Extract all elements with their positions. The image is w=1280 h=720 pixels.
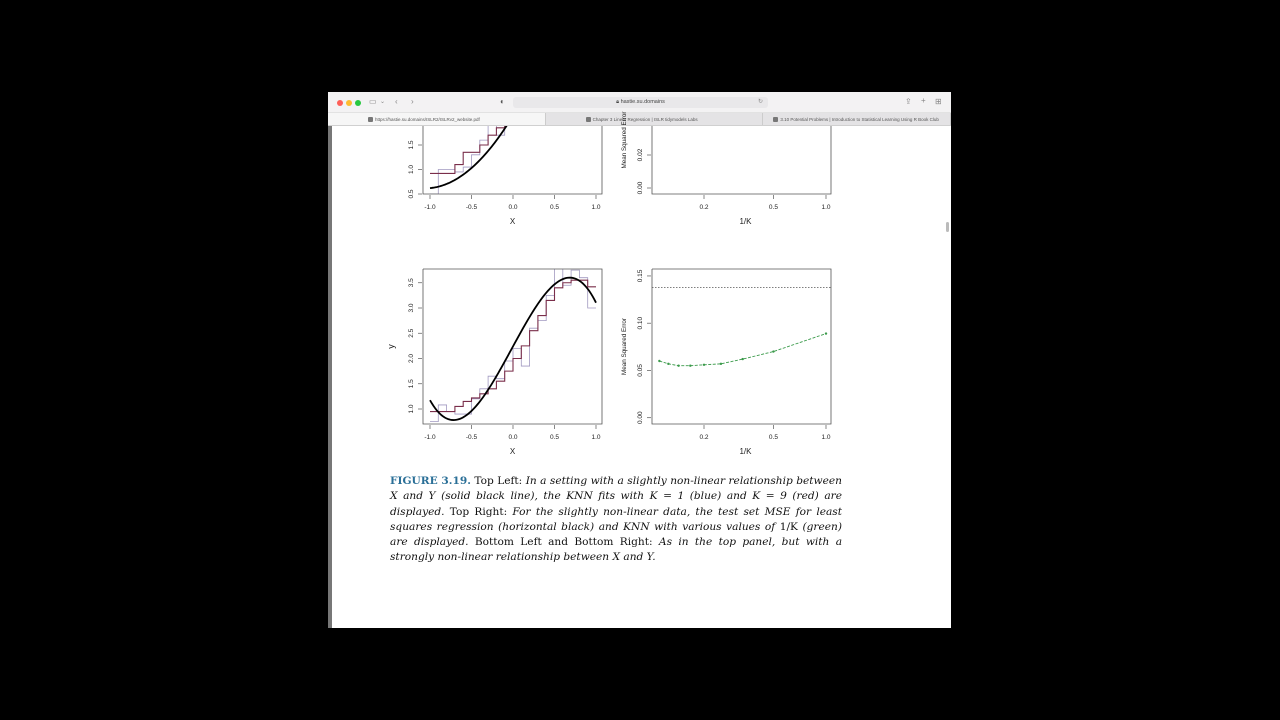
knn-mse-point: [689, 365, 691, 367]
x-tick-label: 1.0: [591, 204, 601, 211]
caption-text: 1/K: [775, 520, 803, 533]
lock-icon: 🔒︎: [616, 99, 621, 105]
tab-label: Chapter 3 Linear Regression | ISLR tidymodels Labs: [592, 117, 698, 122]
caption-text: Top Right:: [444, 505, 513, 518]
y-tick-label: 0.02: [637, 148, 644, 162]
caption-text: Top Left:: [474, 475, 526, 487]
x-tick-label: 0.0: [508, 204, 518, 211]
panel-bottom-right: [621, 269, 831, 456]
tab-overview-icon[interactable]: ⊞: [935, 97, 942, 106]
y-tick-label: 3.5: [408, 278, 415, 288]
x-tick-label: -0.5: [465, 204, 478, 211]
x-tick-label: 0.5: [768, 204, 778, 211]
y-tick-label: 3.0: [408, 303, 415, 313]
x-tick-label: 0.2: [699, 204, 709, 211]
y-tick-label: 0.5: [408, 189, 415, 199]
y-tick-label: 0.15: [637, 269, 644, 283]
knn-mse-line: [659, 334, 826, 366]
x-axis-label: X: [509, 447, 516, 456]
y-tick-label: 1.0: [408, 164, 415, 175]
plot-area: [652, 287, 831, 367]
x-tick-label: 1.0: [821, 434, 831, 441]
caption-text: Bottom Left and Bottom Right:: [468, 536, 659, 549]
knn-mse-point: [825, 332, 827, 334]
url-text: hastie.su.domains: [620, 99, 665, 105]
y-axis-label: y: [386, 344, 396, 349]
plot-area: [430, 0, 596, 194]
x-tick-label: 1.0: [591, 434, 601, 441]
back-icon[interactable]: ‹: [395, 97, 398, 106]
axes-frame: [652, 126, 831, 194]
x-tick-label: -0.5: [465, 434, 478, 441]
plot-area: [430, 268, 596, 422]
knn-mse-point: [677, 365, 679, 367]
y-tick-label: 0.00: [637, 411, 644, 425]
y-tick-label: 2.0: [408, 353, 415, 364]
y-tick-label: 0.00: [637, 181, 644, 195]
caption-text: As in the top panel, but with a strongly non-linear relationship between X and Y.: [390, 536, 843, 564]
panel-top-right: [621, 111, 831, 226]
caption-text: (green) are displayed.: [390, 520, 842, 549]
x-tick-label: 0.5: [549, 434, 560, 441]
x-tick-label: 0.5: [549, 204, 560, 211]
y-tick-label: 1.5: [408, 140, 415, 150]
y-tick-label: 2.5: [408, 328, 415, 338]
forward-icon[interactable]: ›: [411, 97, 414, 106]
knn-mse-point: [720, 363, 722, 365]
knn-mse-point: [772, 350, 774, 352]
panel-bottom-left: [386, 268, 602, 456]
new-tab-icon[interactable]: +: [921, 96, 926, 105]
tab-label: 3.10 Potential Problems | Introduction to Statistical Learning Using R Book Club: [780, 117, 939, 122]
privacy-shield-icon[interactable]: ◐: [500, 97, 505, 106]
knn-mse-point: [667, 363, 669, 365]
caption-text: For the slightly non-linear data, the test set MSE for least squares regression (horizontal black) and KNN with various values of: [390, 505, 842, 533]
y-tick-label: 0.10: [637, 316, 644, 330]
y-tick-label: 1.0: [408, 404, 415, 414]
figure-caption: [390, 474, 842, 566]
figure-label: FIGURE 3.19.: [390, 475, 471, 487]
x-axis-label: 1/K: [739, 447, 752, 456]
knn-mse-point: [703, 364, 705, 366]
chevron-down-icon[interactable]: ⌄: [380, 99, 386, 105]
x-axis-label: 1/K: [739, 217, 752, 226]
knn-mse-point: [658, 360, 660, 362]
x-tick-label: 0.0: [508, 434, 518, 441]
caption-text: In a setting with a slightly non-linear relationship between X and Y (solid black line), the KNN fits with K = 1 (blue) and K = 9 (red) are displayed.: [390, 475, 842, 518]
sidebar-icon[interactable]: ▭: [369, 97, 377, 106]
tab-label: https://hastie.su.domains/ISLR2/ISLRv2_website.pdf: [375, 117, 480, 122]
panel-top-left: [408, 0, 602, 226]
y-axis-label: Mean Squared Error: [621, 317, 628, 376]
x-tick-label: 0.5: [768, 434, 778, 441]
x-tick-label: 0.2: [699, 434, 709, 441]
axes-frame: [652, 269, 831, 424]
y-tick-label: 0.05: [637, 364, 644, 377]
axes-frame: [423, 126, 602, 194]
y-tick-label: 1.5: [408, 379, 415, 389]
x-tick-label: -1.0: [424, 204, 436, 211]
x-axis-label: X: [509, 217, 516, 226]
x-tick-label: 1.0: [821, 204, 831, 211]
reload-icon[interactable]: ↻: [758, 99, 764, 105]
true-function-curve: [430, 0, 596, 188]
x-tick-label: -1.0: [424, 434, 436, 441]
knn-mse-point: [741, 358, 743, 360]
y-axis-label: Mean Squared Error: [621, 111, 628, 169]
share-icon[interactable]: ⇪: [905, 97, 912, 106]
